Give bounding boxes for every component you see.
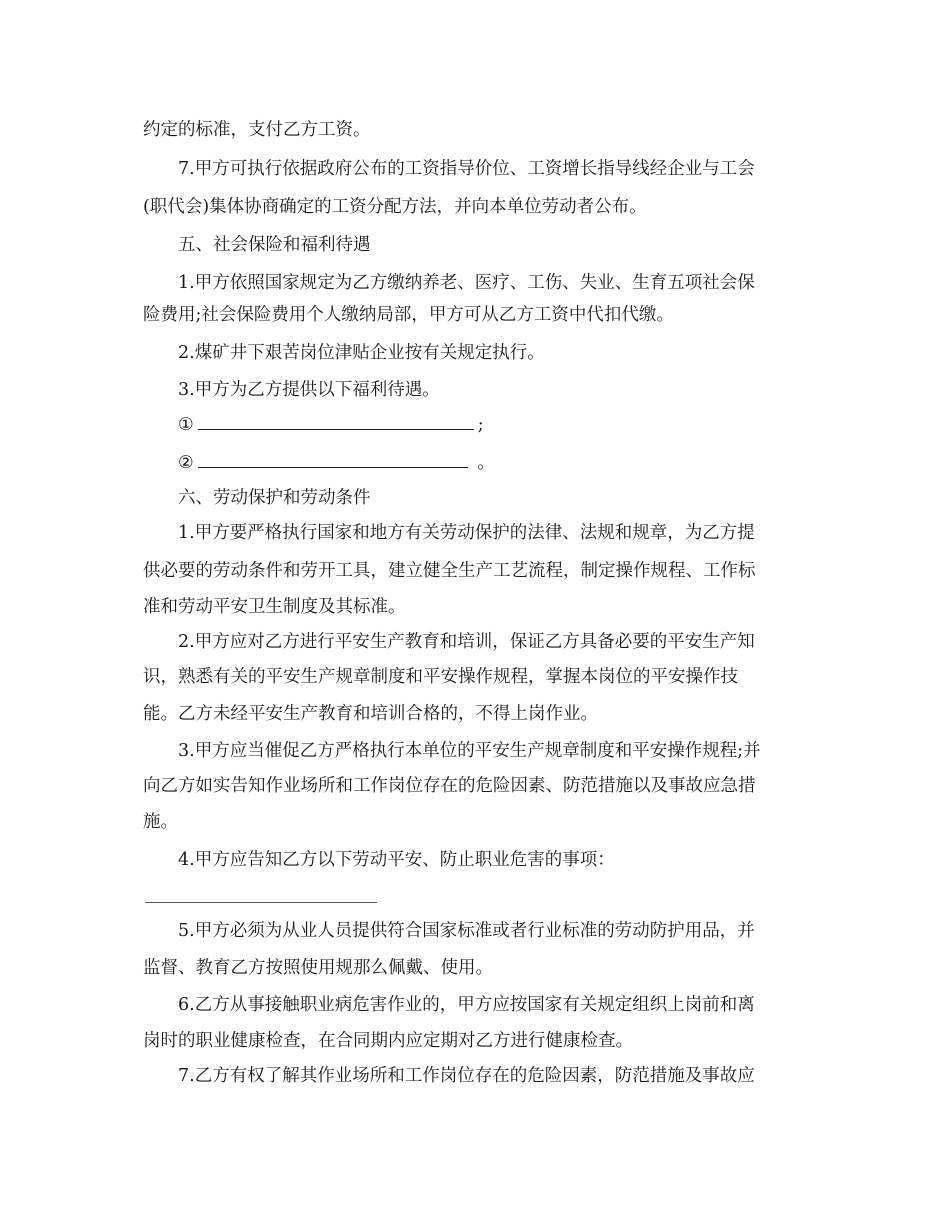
paragraph-line: 3.甲方为乙方提供以下福利待遇。: [178, 380, 440, 400]
blank-marker: ①: [178, 415, 194, 435]
blank-underline-rule: [145, 902, 377, 903]
paragraph-line: 岗时的职业健康检查，在合同期内应定期对乙方进行健康检查。: [143, 1031, 633, 1051]
paragraph-line: 施。: [143, 812, 178, 832]
paragraph-line: (职代会)集体协商确定的工资分配方法，并向本单位劳动者公布。: [143, 197, 647, 217]
fill-in-blank-line: [178, 450, 495, 474]
paragraph-line: 约定的标准，支付乙方工资。: [143, 120, 371, 140]
paragraph-line: 2.煤矿井下艰苦岗位津贴企业按有关规定执行。: [178, 343, 545, 363]
blank-end-punctuation: ;: [477, 415, 484, 435]
section-heading: 五、社会保险和福利待遇: [178, 235, 371, 255]
paragraph-line: 6.乙方从事接触职业病危害作业的，甲方应按国家有关规定组织上岗前和离: [178, 995, 755, 1015]
paragraph-line: 4.甲方应告知乙方以下劳动平安、防止职业危害的事项：: [178, 850, 615, 870]
paragraph-line: 识，熟悉有关的平安生产规章制度和平安操作规程，掌握本岗位的平安操作技: [143, 667, 738, 687]
paragraph-line: 7.乙方有权了解其作业场所和工作岗位存在的危险因素，防范措施及事故应: [178, 1066, 755, 1086]
paragraph-line: 3.甲方应当催促乙方严格执行本单位的平安生产规章制度和平安操作规程;并: [178, 741, 761, 761]
paragraph-line: 2.甲方应对乙方进行平安生产教育和培训，保证乙方具备必要的平安生产知: [178, 632, 755, 652]
blank-field: [198, 412, 474, 430]
blank-field: [198, 450, 468, 468]
paragraph-line: 监督、教育乙方按照使用规那么佩戴、使用。: [143, 958, 493, 978]
blank-end-punctuation: 。: [477, 453, 495, 473]
paragraph-line: 1.甲方要严格执行国家和地方有关劳动保护的法律、法规和规章，为乙方提: [178, 523, 755, 543]
paragraph-line: 准和劳动平安卫生制度及其标准。: [143, 597, 406, 617]
paragraph-line: 1.甲方依照国家规定为乙方缴纳养老、医疗、工伤、失业、生育五项社会保: [178, 273, 755, 293]
paragraph-line: 5.甲方必须为从业人员提供符合国家标准或者行业标准的劳动防护用品，并: [178, 921, 755, 941]
blank-marker: ②: [178, 453, 194, 473]
fill-in-blank-line: [178, 412, 484, 436]
paragraph-line: 能。乙方未经平安生产教育和培训合格的，不得上岗作业。: [143, 704, 598, 724]
section-heading: 六、劳动保护和劳动条件: [178, 488, 371, 508]
paragraph-line: 供必要的劳动条件和劳开工具，建立健全生产工艺流程，制定操作规程、工作标: [143, 561, 756, 581]
paragraph-line: 7.甲方可执行依据政府公布的工资指导价位、工资增长指导线经企业与工会: [178, 159, 755, 179]
paragraph-line: 险费用;社会保险费用个人缴纳局部，甲方可从乙方工资中代扣代缴。: [143, 305, 674, 325]
paragraph-line: 向乙方如实告知作业场所和工作岗位存在的危险因素、防范措施以及事故应急措: [143, 776, 756, 796]
